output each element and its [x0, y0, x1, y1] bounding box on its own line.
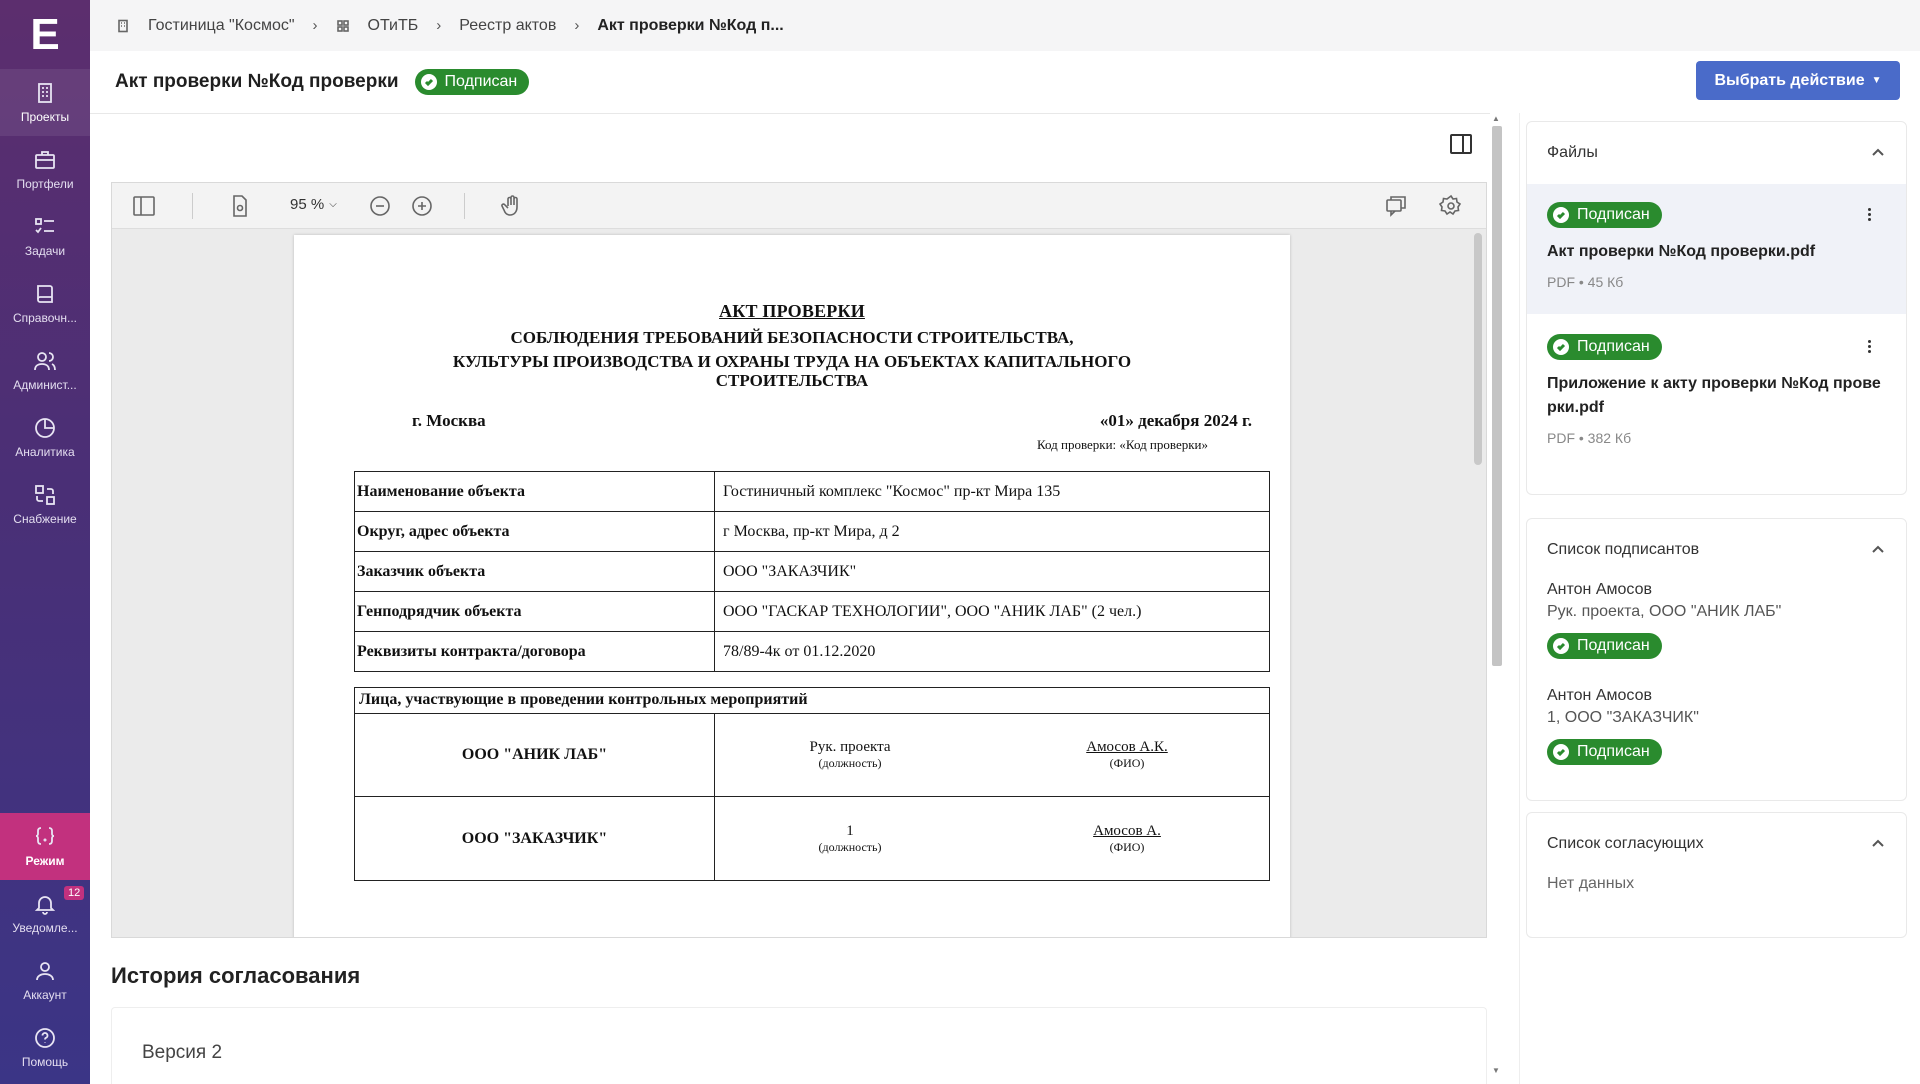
choose-action-button[interactable]: [1696, 61, 1900, 100]
position-caption: (должность): [818, 756, 882, 770]
status-badge: [1547, 202, 1662, 228]
sidebar-item-label: Аналитика: [15, 445, 75, 459]
signer-name: Антон Амосов: [1547, 687, 1652, 704]
breadcrumb-item-current: Акт проверки №Код п...: [597, 16, 784, 34]
sidebar-item-label: Снабжение: [13, 512, 77, 526]
breadcrumb-item-project[interactable]: [116, 17, 295, 35]
check-icon: [1553, 744, 1569, 760]
table-cell-value: 78/89-4к от 01.12.2020: [715, 632, 1270, 672]
version-card[interactable]: [111, 1007, 1487, 1084]
sidebar-item-label: Помощь: [21, 1055, 69, 1069]
participants-table: [354, 687, 1270, 881]
zoom-in-icon[interactable]: [410, 194, 434, 218]
participants-header: Лица, участвующие в проведении контрольных мероприятий: [355, 688, 1269, 714]
status-label: Подписан: [1577, 743, 1650, 760]
sidebar-item-admin[interactable]: [0, 337, 90, 404]
page-title: Акт проверки №Код проверки: [115, 71, 399, 92]
more-vertical-icon[interactable]: [1866, 206, 1872, 226]
choose-action-label: Выбрать действие: [1714, 71, 1865, 89]
sidebar-item-label: Уведомле...: [12, 921, 78, 935]
status-label: Подписан: [444, 73, 518, 90]
empty-state-text: Нет данных: [1547, 875, 1635, 892]
file-name: Акт проверки №Код проверки.pdf: [1547, 243, 1816, 260]
table-row: [355, 552, 1270, 592]
status-badge: [1547, 633, 1662, 659]
file-item[interactable]: [1527, 314, 1906, 494]
name-caption: (ФИО): [1109, 839, 1145, 854]
status-badge: [1547, 739, 1662, 765]
check-icon: [421, 74, 437, 90]
briefcase-icon: [33, 148, 57, 172]
chevron-up-icon[interactable]: [1870, 145, 1886, 161]
scroll-up-arrow-icon[interactable]: ▲: [1492, 114, 1500, 123]
sidebar-item-account[interactable]: [0, 947, 90, 1014]
bell-icon: [33, 892, 57, 916]
zoom-select[interactable]: [290, 196, 337, 213]
table-row: [355, 714, 1269, 797]
status-badge: [415, 69, 530, 95]
user-icon: [33, 959, 57, 983]
participant-name: [985, 714, 1269, 796]
table-cell-value: ООО "ГАСКАР ТЕХНОЛОГИИ", ООО "АНИК ЛАБ" (2 чел.): [715, 592, 1270, 632]
users-icon: [33, 349, 57, 373]
sidebar-item-help[interactable]: [0, 1014, 90, 1081]
table-cell-value: Гостиничный комплекс "Космос" пр-кт Мира 135: [715, 472, 1270, 512]
participant-name: [985, 797, 1269, 880]
document-date: «01» декабря 2024 г.: [1099, 411, 1252, 430]
gear-icon[interactable]: [1439, 194, 1463, 218]
pan-hand-icon[interactable]: [500, 194, 524, 218]
object-info-table: [354, 471, 1270, 672]
zoom-out-icon[interactable]: [368, 194, 392, 218]
position-value: Рук. проекта: [809, 739, 891, 755]
table-row: [355, 592, 1270, 632]
files-title: Файлы: [1547, 144, 1598, 161]
sidebar: [0, 0, 90, 1084]
table-row: [355, 632, 1270, 672]
table-cell-value: ООО "ЗАКАЗЧИК": [715, 552, 1270, 592]
caret-down-icon: ▼: [1871, 75, 1882, 86]
comments-icon[interactable]: [1384, 194, 1408, 218]
position-caption: (должность): [818, 839, 882, 854]
supply-icon: [33, 483, 57, 507]
approvers-header[interactable]: [1527, 813, 1906, 875]
chevron-right-icon: ›: [436, 17, 442, 34]
table-cell-key: Округ, адрес объекта: [355, 512, 715, 552]
sidebar-toggle-icon[interactable]: [132, 194, 156, 218]
document-subtitle-line-2: КУЛЬТУРЫ ПРОИЗВОДСТВА И ОХРАНЫ ТРУДА НА ОБЪЕКТАХ КАПИТАЛЬНОГО: [452, 352, 1132, 371]
table-cell-key: Генподрядчик объекта: [355, 592, 715, 632]
pdf-toolbar: [112, 183, 1486, 229]
sidebar-item-mode[interactable]: [0, 813, 90, 880]
more-vertical-icon[interactable]: [1866, 338, 1872, 358]
file-meta: PDF • 382 Кб: [1547, 430, 1632, 446]
table-cell-key: Наименование объекта: [355, 472, 715, 512]
sidebar-item-label: Проекты: [20, 110, 70, 124]
file-item[interactable]: [1527, 184, 1906, 314]
grid-icon: [336, 19, 350, 33]
notification-count-badge: 12: [64, 886, 84, 900]
pdf-scrollbar[interactable]: [1474, 233, 1482, 465]
pie-chart-icon: [33, 416, 57, 440]
table-row: [355, 797, 1269, 880]
chevron-up-icon[interactable]: [1870, 836, 1886, 852]
file-name: Приложение к акту проверки №Код проверки.pdf: [1547, 375, 1881, 416]
signer-role: Рук. проекта, ООО "АНИК ЛАБ": [1547, 603, 1782, 620]
document-title: АКТ ПРОВЕРКИ: [719, 301, 865, 321]
signer-role: 1, ООО "ЗАКАЗЧИК": [1547, 709, 1699, 726]
sidebar-item-label: Справочн...: [12, 311, 78, 325]
signer-item: [1527, 581, 1906, 659]
right-panel: [1519, 113, 1920, 1084]
name-value: Амосов А.: [1093, 822, 1161, 839]
title-row: [90, 51, 1920, 113]
document-code: Код проверки: «Код проверки»: [1036, 437, 1208, 452]
files-header[interactable]: [1527, 122, 1906, 184]
signers-card: [1526, 518, 1907, 801]
document-subtitle-line-3: СТРОИТЕЛЬСТВА: [715, 371, 869, 390]
participant-org: ООО "АНИК ЛАБ": [355, 714, 715, 796]
participant-org: ООО "ЗАКАЗЧИК": [355, 797, 715, 880]
status-badge: [1547, 334, 1662, 360]
sidebar-item-label: Задачи: [24, 244, 66, 258]
breadcrumb: [90, 0, 1920, 51]
sidebar-item-notifications[interactable]: [0, 880, 90, 947]
document-city: г. Москва: [412, 411, 486, 430]
position-value: 1: [846, 822, 854, 839]
chevron-right-icon: ›: [574, 17, 580, 34]
name-value: Амосов А.К.: [1086, 739, 1168, 755]
pdf-page: [294, 235, 1290, 938]
sidebar-item-portfolios[interactable]: [0, 136, 90, 203]
check-icon: [1553, 207, 1569, 223]
tasks-icon: [33, 215, 57, 239]
app-logo[interactable]: E: [30, 9, 60, 59]
document-properties-icon[interactable]: [228, 194, 252, 218]
sidebar-item-reference[interactable]: [0, 270, 90, 337]
breadcrumb-label: Гостиница "Космос": [148, 16, 295, 34]
building-icon: [33, 81, 57, 105]
signers-header[interactable]: [1527, 519, 1906, 581]
status-label: Подписан: [1577, 637, 1650, 654]
signers-title: Список подписантов: [1547, 541, 1700, 558]
table-cell-key: Реквизиты контракта/договора: [355, 632, 715, 672]
breadcrumb-item-module[interactable]: [336, 17, 419, 35]
chevron-down-icon: ⌵: [329, 199, 337, 210]
sidebar-item-analytics[interactable]: [0, 404, 90, 471]
document-subtitle-line-1: СОБЛЮДЕНИЯ ТРЕБОВАНИЙ БЕЗОПАСНОСТИ СТРОИТЕЛЬСТВА,: [510, 328, 1074, 347]
sidebar-item-supply[interactable]: [0, 471, 90, 538]
table-cell-key: Заказчик объекта: [355, 552, 715, 592]
files-card: [1526, 121, 1907, 495]
name-caption: (ФИО): [1109, 756, 1145, 770]
sidebar-item-tasks[interactable]: [0, 203, 90, 270]
main-content: [90, 113, 1500, 1084]
table-row: [355, 472, 1270, 512]
chevron-up-icon[interactable]: [1870, 542, 1886, 558]
signer-item: [1527, 687, 1906, 765]
participant-position: [715, 797, 985, 880]
sidebar-item-projects[interactable]: [0, 69, 90, 136]
toolbar-divider: [464, 193, 465, 219]
file-meta: PDF • 45 Кб: [1547, 274, 1624, 290]
main-scrollbar[interactable]: [1492, 126, 1502, 666]
breadcrumb-label: ОТиТБ: [367, 16, 419, 34]
braces-icon: [33, 825, 57, 849]
table-row: [355, 512, 1270, 552]
participant-position: [715, 714, 985, 796]
approvers-title: Список согласующих: [1547, 835, 1704, 852]
chevron-right-icon: ›: [312, 17, 318, 34]
sidebar-item-label: Портфели: [16, 177, 74, 191]
approvers-card: [1526, 812, 1907, 938]
sidebar-item-label: Аккаунт: [23, 988, 67, 1002]
status-label: Подписан: [1577, 206, 1650, 223]
sidebar-item-label: Режим: [25, 854, 65, 868]
help-icon: [33, 1026, 57, 1050]
panel-toggle-icon[interactable]: [1450, 134, 1472, 154]
check-icon: [1553, 638, 1569, 654]
building-icon: [116, 19, 130, 33]
breadcrumb-item-registry[interactable]: Реестр актов: [459, 16, 557, 34]
scroll-down-arrow-icon[interactable]: ▼: [1492, 1066, 1500, 1075]
book-icon: [33, 282, 57, 306]
sidebar-item-label: Админист...: [13, 378, 77, 392]
zoom-value: 95 %: [290, 196, 325, 213]
status-label: Подписан: [1577, 338, 1650, 355]
signer-name: Антон Амосов: [1547, 581, 1652, 598]
check-icon: [1553, 339, 1569, 355]
version-label: Версия 2: [142, 1042, 223, 1063]
pdf-viewer: [111, 182, 1487, 938]
table-cell-value: г Москва, пр-кт Мира, д 2: [715, 512, 1270, 552]
approval-history-title: История согласования: [111, 963, 361, 988]
toolbar-divider: [192, 193, 193, 219]
